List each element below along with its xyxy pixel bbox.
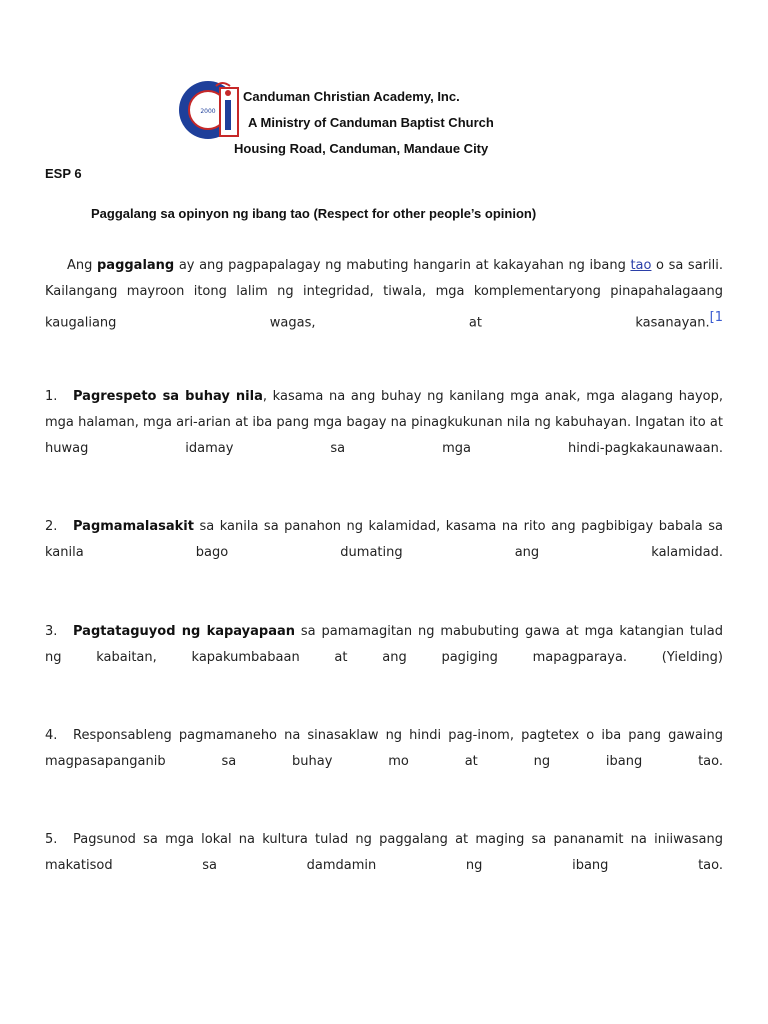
school-name: Canduman Christian Academy, Inc. <box>243 89 460 104</box>
footnote-ref: 1 <box>714 310 723 325</box>
item-bold: Pagmamalasakit <box>73 519 194 534</box>
intro-text-1: ay ang pagpapalagay ng mabuting hangarin at kakayahan ng ibang <box>174 258 631 273</box>
list-item <box>45 723 723 775</box>
list-item <box>45 827 723 879</box>
item-number: 4. <box>45 728 58 743</box>
ministry-line: A Ministry of Canduman Baptist Church <box>248 115 494 130</box>
footnote-mark: [ <box>709 310 715 325</box>
item-text: , kasama na ang buhay ng kanilang mga anak, mga alagang hayop, mga halaman, mga ari-arian at iba pang mga bagay na pinagkukunan nila ng kabuhayan. Ingatan ito at huwag idamay sa mga hindi-pagkakaunawaan. <box>45 389 724 456</box>
item-text: Pagsunod sa mga lokal na kultura tulad ng paggalang at maging sa pananamit na iniiwasang makatisod sa damdamin ng ibang tao. <box>45 832 723 873</box>
intro-text-2: o sa sarili. Kailangang mayroon itong lalim ng integridad, tiwala, mga komplementaryong pinapahalagaang kaugaliang wagas, at kasanayan. <box>45 258 723 331</box>
subject-code: ESP 6 <box>45 166 82 181</box>
item-text: sa pamamagitan ng mabubuting gawa at mga katangian tulad ng kabaitan, kapakumbabaan at ang pagiging mapagparaya. (Yielding) <box>45 624 723 665</box>
school-logo <box>178 76 242 144</box>
logo-year: 2000 <box>200 108 216 115</box>
intro-paragraph <box>45 253 723 336</box>
item-number: 3. <box>45 624 58 639</box>
item-number: 1. <box>45 389 58 404</box>
item-text: Responsableng pagmamaneho na sinasaklaw ng hindi pag-inom, pagtetex o iba pang gawaing magpasapanganib sa buhay mo at ng ibang tao. <box>45 728 723 769</box>
list-item <box>45 514 723 566</box>
item-bold: Pagtataguyod ng kapayapaan <box>73 624 296 639</box>
intro-bold-term: paggalang <box>96 258 175 273</box>
tao-link[interactable]: tao <box>630 258 652 273</box>
list-item <box>45 384 723 462</box>
item-text: sa kanila sa panahon ng kalamidad, kasama na rito ang pagbibigay babala sa kanila bago dumating ang kalamidad. <box>45 519 723 560</box>
list-item <box>45 619 723 671</box>
item-number: 5. <box>45 832 58 847</box>
intro-lead: Ang <box>67 258 97 273</box>
school-seal-icon <box>178 76 242 144</box>
footnote-link[interactable] <box>710 310 723 325</box>
item-bold: Pagrespeto sa buhay nila <box>73 389 263 404</box>
page-title: Paggalang sa opinyon ng ibang tao (Respect for other people’s opinion) <box>91 206 537 221</box>
address-line: Housing Road, Canduman, Mandaue City <box>234 141 489 156</box>
item-number: 2. <box>45 519 58 534</box>
